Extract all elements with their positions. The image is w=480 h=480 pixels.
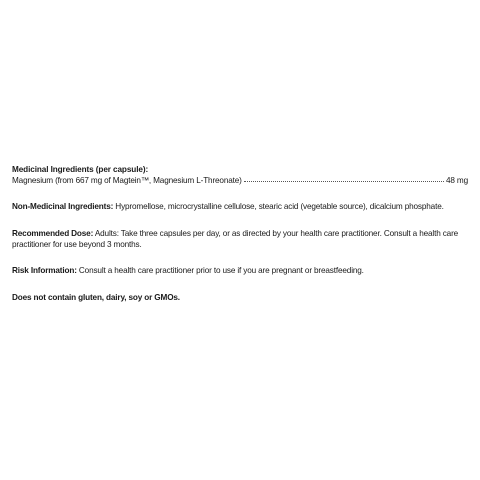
non-medicinal-ingredients-label: Non-Medicinal Ingredients: [12,202,114,211]
product-label-panel [12,164,468,303]
recommended-dose-section [12,228,468,250]
risk-information-label: Risk Information: [12,266,77,275]
risk-information-paragraph [12,265,468,276]
non-medicinal-ingredients-section [12,201,468,212]
ingredient-name: Magnesium (from 667 mg of Magtein™, Magnesium L-Threonate) [12,176,242,185]
recommended-dose-text: Adults: Take three capsules per day, or as directed by your health care practitioner. Consult a health care practitioner for use beyond 3 months. [12,229,459,249]
medicinal-ingredients-section [12,164,468,186]
dot-leader [244,180,444,182]
allergen-section [12,292,468,303]
recommended-dose-label: Recommended Dose: [12,229,94,238]
non-medicinal-ingredients-paragraph [12,201,468,212]
ingredient-amount: 48 mg [445,176,468,185]
risk-information-text: Consult a health care practitioner prior to use if you are pregnant or breastfeeding. [76,266,364,275]
medicinal-ingredients-heading: Medicinal Ingredients (per capsule): [12,165,149,174]
non-medicinal-ingredients-text: Hypromellose, microcrystalline cellulose, stearic acid (vegetable source), dicalcium phosphate. [113,202,444,211]
recommended-dose-paragraph [12,228,468,250]
allergen-statement: Does not contain gluten, dairy, soy or GMOs. [12,293,180,302]
risk-information-section [12,265,468,276]
ingredient-row [12,175,468,186]
